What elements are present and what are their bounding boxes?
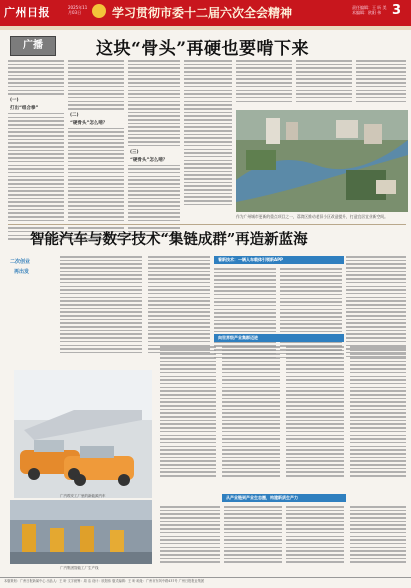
text-column-5 <box>236 60 292 104</box>
page-footer <box>0 577 411 588</box>
text-column-7 <box>356 60 406 104</box>
section1-headline: 这块“骨头”再硬也要啃下来 <box>96 39 310 59</box>
text-column-8 <box>60 256 142 356</box>
subhead: “硬骨头”怎么啃？ <box>70 120 108 126</box>
text-column-3 <box>128 60 180 238</box>
subhead: (二) <box>70 112 79 118</box>
section-bar-label: 看新技术：一辆人车载体引领新APP <box>218 257 283 262</box>
section-bar-label: 从产业链到产业生态圈，构建新质生产力 <box>226 495 298 500</box>
text-column-13 <box>160 346 216 479</box>
newspaper-logo: 广州日报 <box>4 6 50 19</box>
photo-caption: 作为广州城市更新的重点项目之一，荔湾区推动老旧小区改造提升，打造宜居宜业新空间。 <box>236 214 388 219</box>
text-column-6 <box>296 60 352 104</box>
badge-label-top: 二次创业 <box>10 259 31 265</box>
text-column-15 <box>286 346 344 479</box>
text-column-20 <box>350 506 406 565</box>
text-column-4 <box>184 60 232 208</box>
subhead: 打出“组合拳” <box>10 105 39 111</box>
editor-credits: 责任编辑：王 昕 美术编辑：欧阳 伟 <box>352 5 387 15</box>
text-column-9 <box>148 256 210 356</box>
section2-headline: 智能汽车与数字技术“集链成群”再造新蓝海 <box>30 231 308 248</box>
section-divider <box>8 224 406 225</box>
text-column-19 <box>286 506 344 565</box>
footer-text: 本版策划：广州日报新闻中心 出品人：王 昕 文字统筹：周 洁 设计：欧阳伟 版式编辑：王 昕 地址：广州市东风中路437号 广州日报报业集团 <box>4 579 205 583</box>
subhead: (三) <box>130 149 139 155</box>
party-emblem-icon <box>92 4 106 18</box>
text-column-14 <box>222 346 280 479</box>
section-bar-2 <box>214 334 344 342</box>
badge-label-bottom: 再出发 <box>14 269 30 275</box>
column-tag-label: 广播 <box>23 40 43 51</box>
subhead: “硬骨头”怎么啃？ <box>130 157 168 163</box>
text-column-12 <box>346 256 406 359</box>
header-divider <box>0 26 411 30</box>
text-column-1 <box>8 60 64 242</box>
text-column-18 <box>224 506 282 565</box>
photo-caption: 广汽埃安工厂里的新能源汽车 <box>60 494 106 498</box>
factory-robots-photo <box>10 500 152 572</box>
subhead: (一) <box>10 97 19 103</box>
page-number: 3 <box>392 3 402 18</box>
text-column-17 <box>160 506 220 565</box>
text-column-16 <box>350 346 406 479</box>
section-bar-3 <box>222 494 346 502</box>
column-tag <box>10 36 56 56</box>
aerial-city-photo <box>236 110 408 212</box>
section-bar-label: 向世界级产业集群迈进 <box>218 335 258 340</box>
photo-caption: 广汽集团智能工厂生产线 <box>60 566 99 570</box>
text-column-2 <box>68 60 124 242</box>
banner-headline: 学习贯彻市委十二届六次全会精神 <box>112 6 293 20</box>
ev-showroom-photo <box>14 370 152 498</box>
issue-date: 2025年11月03日 <box>68 5 88 15</box>
section-bar-1 <box>214 256 344 264</box>
